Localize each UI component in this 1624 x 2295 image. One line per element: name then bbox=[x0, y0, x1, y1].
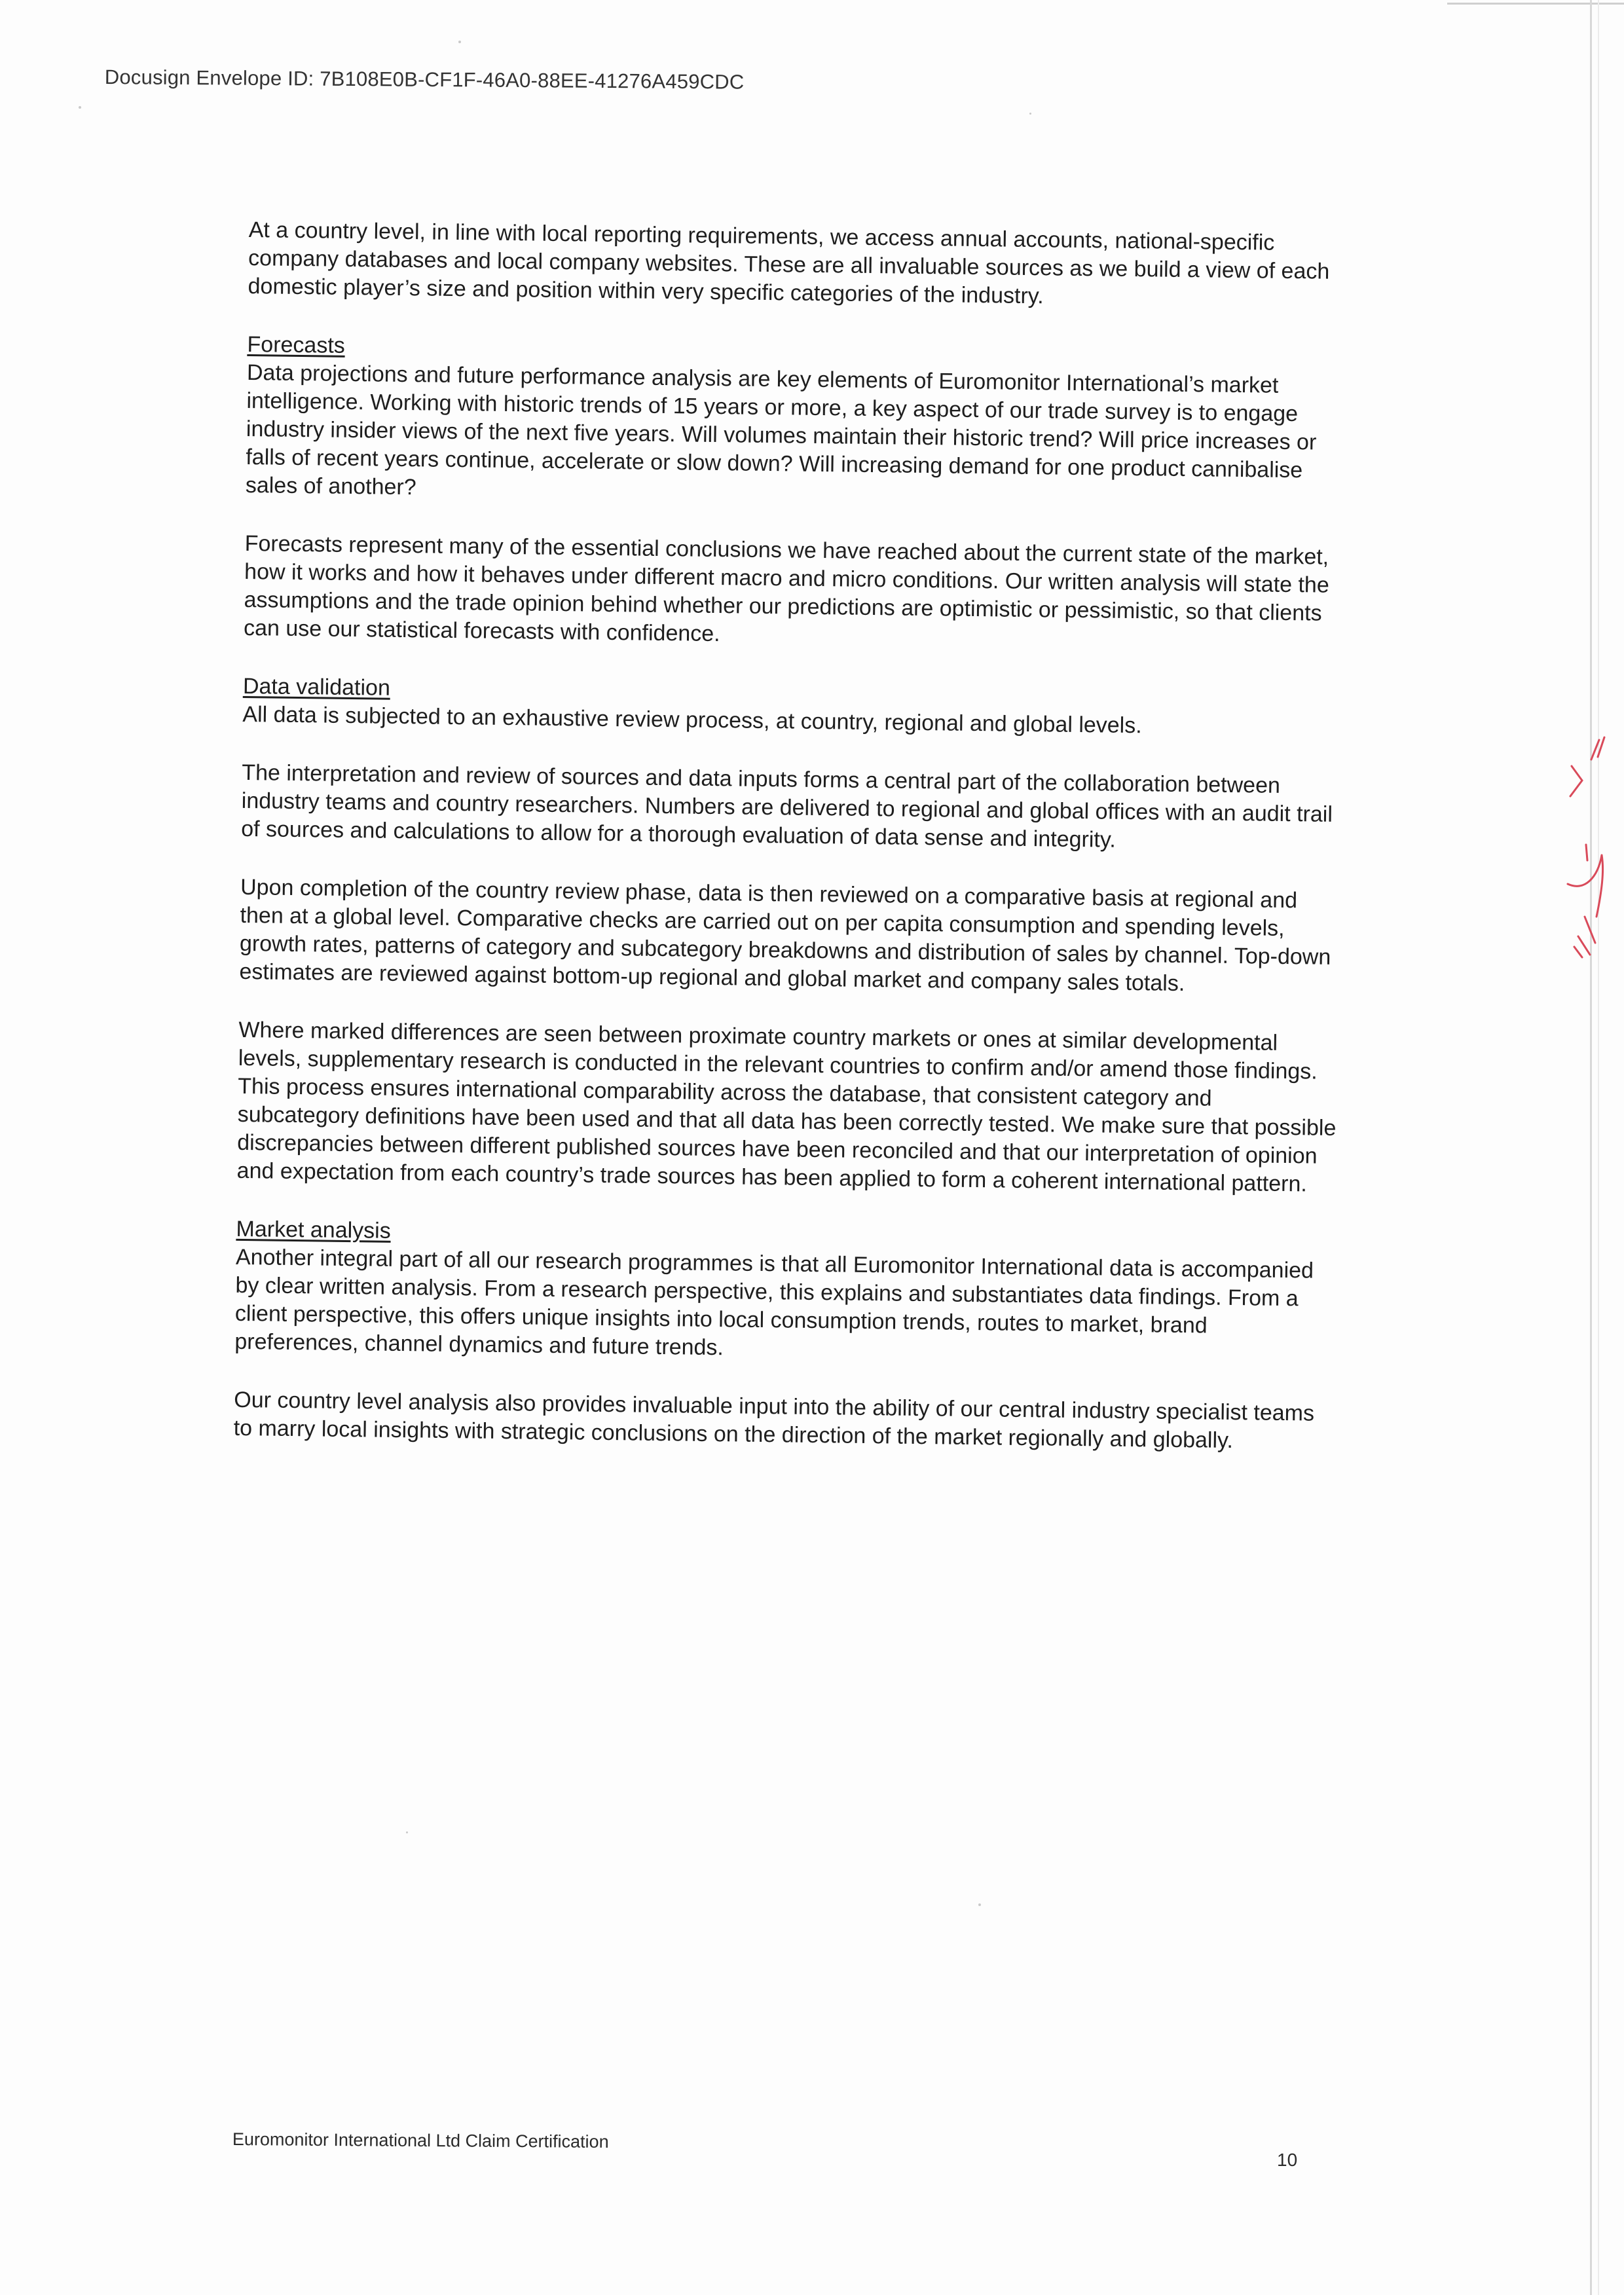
document-body bbox=[233, 216, 1349, 1486]
scan-speck bbox=[79, 106, 81, 109]
section-paragraph: Data projections and future performance analysis are key elements of Euromonitor International’s market intelligence. Working with historic trends of 15 years or more, a key aspect of our trade survey is to engage industry insider views of the next five years. Will volumes maintain their historic trend? Will price increases or falls of recent years continue, accelerate or slow down? Will increasing demand for one product cannibalise sales of another? bbox=[245, 359, 1317, 500]
intro-paragraph: At a country level, in line with local reporting requirements, we access annual accounts, national-specific company databases and local company websites. These are all invaluable sources as we build a view of each domestic player’s size and position within very specific categories of the industry. bbox=[248, 217, 1330, 309]
footer-title: Euromonitor International Ltd Claim Certification bbox=[232, 2129, 609, 2152]
handwritten-initials-mark-icon bbox=[1559, 720, 1611, 969]
scan-speck bbox=[458, 41, 461, 43]
docusign-envelope-id: Docusign Envelope ID: 7B108E0B-CF1F-46A0-88EE-41276A459CDC bbox=[104, 65, 745, 94]
section-paragraph: All data is subjected to an exhaustive review process, at country, regional and global levels. bbox=[242, 701, 1142, 739]
section-market-analysis bbox=[234, 1215, 1337, 1370]
section-forecasts bbox=[246, 331, 1348, 513]
section-heading-data-validation: Data validation bbox=[242, 673, 391, 701]
scan-edge-line-secondary bbox=[1598, 0, 1599, 2295]
scan-speck bbox=[978, 1903, 981, 1906]
section-paragraph: The interpretation and review of sources and data inputs forms a central part of the collaboration between industry teams and country researchers. Numbers are delivered to regional and global offices with an audit trail of sources and calculations to allow for a thorough evaluation of data sense and integrity. bbox=[240, 760, 1333, 853]
page-number: 10 bbox=[1277, 2150, 1298, 2170]
section-paragraph: Where marked differences are seen between proximate country markets or ones at similar developmental levels, supplementary research is conducted in the relevant countries to confirm and/or amend those findings. This process ensures international comparability across the database, that consistent category and subcategory definitions have been used and that all data has been correctly tested. We make sure that possible discrepancies between different published sources have been reconciled and that our interpretation of opinion and expectation from each country’s trade sources has been applied to form a coherent international pattern. bbox=[236, 1017, 1337, 1197]
section-paragraph: Another integral part of all our research programmes is that all Euromonitor International data is accompanied by clear written analysis. From a research perspective, this explains and substantiates data findings. From a client perspective, this offers unique insights into local consumption trends, routes to market, brand preferences, channel dynamics and future trends. bbox=[234, 1244, 1314, 1361]
scan-edge-line bbox=[1590, 0, 1592, 2295]
scan-speck bbox=[1029, 113, 1031, 115]
section-paragraph: Our country level analysis also provides invaluable input into the ability of our central industry specialist teams to marry local insights with strategic conclusions on the direction of the market regionally and globally. bbox=[233, 1387, 1315, 1454]
scan-speck bbox=[406, 1831, 408, 1833]
section-paragraph: Upon completion of the country review phase, data is then reviewed on a comparative basis at regional and then at a global level. Comparative checks are carried out on per capita consumption and spending levels, growth rates, patterns of category and subcategory breakdowns and distribution of sales by channel. Top-down estimates are reviewed against bottom-up regional and global market and company sales totals. bbox=[239, 874, 1331, 997]
section-heading-market-analysis: Market analysis bbox=[236, 1216, 391, 1243]
section-data-validation bbox=[242, 672, 1343, 743]
section-heading-forecasts: Forecasts bbox=[247, 331, 346, 358]
section-paragraph: Forecasts represent many of the essential conclusions we have reached about the current state of the market, how it works and how it behaves under different macro and micro conditions. Our written analysis will state the assumptions and the trade opinion behind whether our predictions are optimistic or pessimistic, so that clients can use our statistical forecasts with confidence. bbox=[243, 530, 1330, 647]
